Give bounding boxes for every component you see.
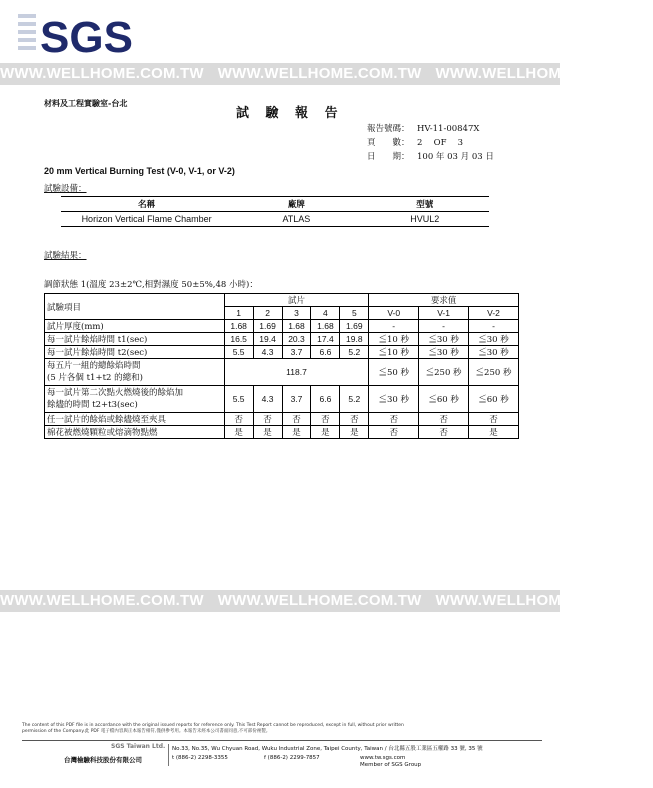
- footer-disclaimer: [22, 723, 442, 735]
- cell: 5.2: [340, 386, 369, 413]
- equipment-model: HVUL2: [361, 212, 489, 227]
- watermark-banner-bottom: [0, 590, 640, 612]
- req-cell: -: [419, 320, 469, 333]
- row-item: 棉花被燃燒顆粒或熔滴物點燃: [45, 426, 225, 439]
- req-cell: ≦50 秒: [369, 359, 419, 386]
- row-item-line: 每一試片第二次點火燃燒後的餘焰加: [47, 388, 184, 398]
- req-cell: ≦30 秒: [469, 346, 519, 359]
- req-cell: 是: [469, 426, 519, 439]
- cell: 1.68: [224, 320, 253, 333]
- cell: 16.5: [224, 333, 253, 346]
- company-name-en: SGS Taiwan Ltd.: [111, 743, 166, 750]
- table-row: [45, 386, 519, 413]
- equipment-table: [61, 196, 489, 227]
- row-item-line: 每五片一組的總餘焰時間: [47, 361, 141, 371]
- cell: 19.8: [340, 333, 369, 346]
- cell: 20.3: [282, 333, 311, 346]
- test-title: 20 mm Vertical Burning Test (V-0, V-1, or V-2): [44, 166, 235, 176]
- cell: 是: [224, 426, 253, 439]
- logo-stripes: [18, 14, 36, 50]
- cell: 是: [253, 426, 282, 439]
- cell: 是: [282, 426, 311, 439]
- disclaimer-line: The content of this PDF file is in accordance with the original issued reports for reference only. This Test Report cannot be reproduced, except in full, without prior written: [22, 723, 404, 728]
- disclaimer-line: permission of the Company.此 PDF 電子檔內容與正本報告相符,僅供參考用。本報告未經本公司書面同意,不可部份複製。: [22, 729, 271, 734]
- row-item: [45, 359, 225, 386]
- cell: 1.68: [311, 320, 340, 333]
- req-cell: ≦60 秒: [419, 386, 469, 413]
- req-cell: 否: [469, 413, 519, 426]
- req-cell: ≦30 秒: [369, 386, 419, 413]
- cell: 4.3: [253, 346, 282, 359]
- row-item: 任一試片的餘焰或餘燼燒至夾具: [45, 413, 225, 426]
- footer-divider: [22, 740, 542, 741]
- report-no-label: 報告號碼：: [367, 124, 410, 134]
- equipment-brand: ATLAS: [232, 212, 360, 227]
- cell: 4.3: [253, 386, 282, 413]
- company-fax: f (886-2) 2299-7857: [264, 755, 320, 761]
- group-membership: Member of SGS Group: [360, 762, 422, 768]
- cell: 6.6: [311, 346, 340, 359]
- document-title: 試 驗 報 告: [236, 106, 344, 121]
- company-name-zh: 台灣檢驗科技股份有限公司: [64, 756, 142, 764]
- req-cell: ≦10 秒: [369, 333, 419, 346]
- requirement-header: 要求值: [369, 294, 519, 307]
- cell: 否: [340, 413, 369, 426]
- cell: 1.69: [340, 320, 369, 333]
- req-cell: 否: [369, 413, 419, 426]
- req-cell: ≦250 秒: [469, 359, 519, 386]
- specimen-no: 1: [224, 307, 253, 320]
- specimen-no: 2: [253, 307, 282, 320]
- logo-text: SGS: [40, 13, 133, 62]
- equipment-name: Horizon Vertical Flame Chamber: [61, 212, 232, 227]
- row-item-line: 餘燼的時間 t2+t3(sec): [47, 400, 138, 410]
- report-date: 100 年 03 月 03 日: [417, 152, 494, 162]
- table-row: [45, 413, 519, 426]
- page-label: 頁 數：: [367, 138, 410, 148]
- cell: 17.4: [311, 333, 340, 346]
- req-cell: -: [369, 320, 419, 333]
- req-cell: -: [469, 320, 519, 333]
- cell: 否: [282, 413, 311, 426]
- cell: 5.5: [224, 346, 253, 359]
- table-row: [45, 426, 519, 439]
- equipment-heading: 試驗設備：: [44, 184, 87, 194]
- banner-text: WWW.WELLHOME.COM.TW: [217, 65, 422, 82]
- row-item: 每一試片餘焰時間 t1(sec): [45, 333, 225, 346]
- company-address: No.33, No.35, Wu Chyuan Road, Wuku Industrial Zone, Taipei County, Taiwan / 台北縣五股工業區五權路 33 號, 35 號: [172, 746, 483, 752]
- table-row: [45, 320, 519, 333]
- table-row: [45, 333, 519, 346]
- cell: 是: [340, 426, 369, 439]
- cell: 否: [224, 413, 253, 426]
- req-cell: ≦30 秒: [419, 346, 469, 359]
- company-website: www.tw.sgs.com: [360, 755, 406, 761]
- row-item-line: (5 片各個 t1+t2 的總和): [47, 373, 143, 383]
- cell: 是: [311, 426, 340, 439]
- merged-cell: 118.7: [224, 359, 369, 386]
- req-cell: ≦250 秒: [419, 359, 469, 386]
- cell: 5.2: [340, 346, 369, 359]
- sgs-logo: [18, 8, 133, 62]
- table-row: [45, 346, 519, 359]
- watermark-banner-top: [0, 63, 640, 85]
- specimen-no: 3: [282, 307, 311, 320]
- cell: 1.68: [282, 320, 311, 333]
- cell: 否: [311, 413, 340, 426]
- cell: 6.6: [311, 386, 340, 413]
- table-row: [45, 359, 519, 386]
- conditioning-note: 調節狀態 1(溫度 23±2℃,相對濕度 50±5%,48 小時)：: [44, 280, 258, 290]
- cell: 否: [253, 413, 282, 426]
- specimen-no: 5: [340, 307, 369, 320]
- grade: V-0: [369, 307, 419, 320]
- row-item: 試片厚度(mm): [45, 320, 225, 333]
- cell: 5.5: [224, 386, 253, 413]
- specimen-no: 4: [311, 307, 340, 320]
- report-no: HV-11-00847X: [417, 124, 480, 134]
- banner-text: WWW.WELLHOME.COM.TW: [435, 592, 640, 609]
- item-header: 試驗項目: [45, 294, 225, 320]
- grade: V-2: [469, 307, 519, 320]
- equipment-col-name: 名稱: [61, 197, 232, 212]
- row-item: [45, 386, 225, 413]
- equipment-col-model: 型號: [361, 197, 489, 212]
- grade: V-1: [419, 307, 469, 320]
- equipment-col-brand: 廠牌: [232, 197, 360, 212]
- banner-text: WWW.WELLHOME.COM.TW: [0, 592, 204, 609]
- req-cell: 否: [419, 426, 469, 439]
- results-heading: 試驗結果：: [44, 251, 87, 261]
- results-table: [44, 293, 519, 439]
- date-label: 日 期：: [367, 152, 410, 162]
- banner-text: WWW.WELLHOME.COM.TW: [0, 65, 204, 82]
- req-cell: 否: [369, 426, 419, 439]
- req-cell: 否: [419, 413, 469, 426]
- req-cell: ≦30 秒: [469, 333, 519, 346]
- page-count: 2 OF 3: [417, 138, 464, 148]
- cell: 1.69: [253, 320, 282, 333]
- lab-name: 材料及工程實驗室-台北: [44, 98, 128, 108]
- report-meta: [367, 122, 494, 164]
- cell: 3.7: [282, 346, 311, 359]
- cell: 19.4: [253, 333, 282, 346]
- row-item: 每一試片餘焰時間 t2(sec): [45, 346, 225, 359]
- req-cell: ≦30 秒: [419, 333, 469, 346]
- banner-text: WWW.WELLHOME.COM.TW: [435, 65, 640, 82]
- cell: 3.7: [282, 386, 311, 413]
- company-tel: t (886-2) 2298-3355: [172, 755, 228, 761]
- req-cell: ≦60 秒: [469, 386, 519, 413]
- footer-separator: [168, 744, 169, 766]
- banner-text: WWW.WELLHOME.COM.TW: [217, 592, 422, 609]
- req-cell: ≦10 秒: [369, 346, 419, 359]
- specimen-header: 試片: [224, 294, 369, 307]
